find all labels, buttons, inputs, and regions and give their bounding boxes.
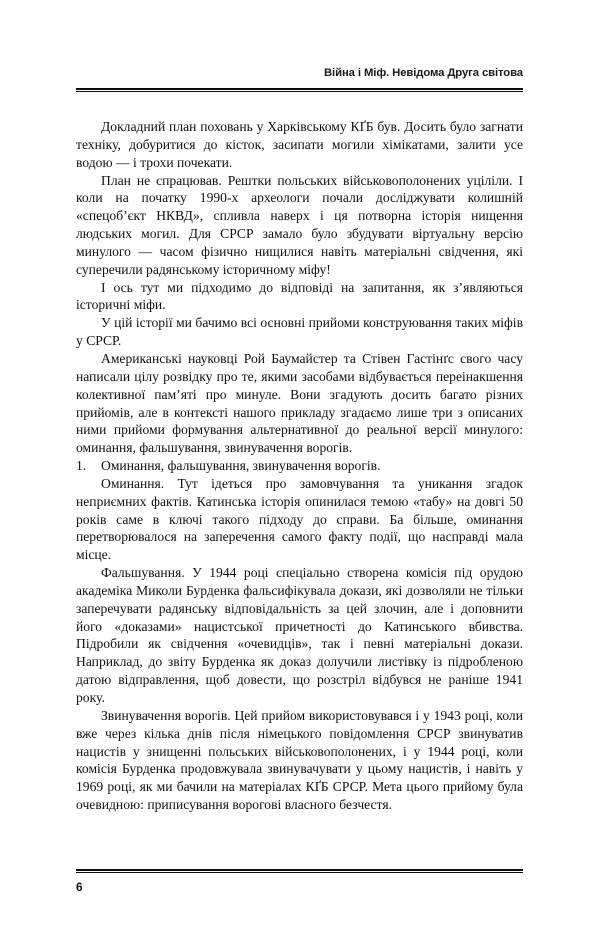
numbered-list-item xyxy=(76,457,523,475)
page-number: 6 xyxy=(76,880,83,894)
page-header xyxy=(76,66,523,82)
body-paragraph: І ось тут ми підходимо до відповіді на запитання, як з’являються історичні міфи. xyxy=(76,279,523,313)
footer-rule-thin-line xyxy=(76,872,523,873)
body-paragraph: План не спрацював. Рештки польських військовополонених уціліли. І коли на початку 1990-х археологи почали досліджувати колишній «спецоб’єкт НКВД», спливла наверх і ця потворна історія нищення людських могил. Для СРСР замало було збудувати віртуальну версію минулого — часом фізично нищилися навіть матеріальні свідчення, які суперечили радянському історичному міфу! xyxy=(76,172,523,277)
body-paragraph: Звинувачення ворогів. Цей прийом використовувався і у 1943 році, коли вже через кілька днів після німецького повідомлення СРСР звинуватив нацистів у знищенні польських військовополонених, і у 1944 році, коли комісія Бурденка продовжувала звинувачувати у цьому нацистів, і навіть у 1969 році, як ми бачили на матеріалах КҐБ СРСР. Мета цього прийому була очевидною: приписування ворогові власного безчестя. xyxy=(76,707,523,813)
header-divider-rule xyxy=(76,88,523,92)
body-paragraph: Оминання. Тут ідеться про замовчування та уникання згадок неприємних фактів. Катинська історія опинилася темою «табу» на довгі 50 років саме в ключі такого підходу до справи. Ба більше, оминання перетворювалося на заперечення самого факту події, що насправді мала місце. xyxy=(76,475,523,563)
body-paragraph: У цій історії ми бачимо всі основні прийоми конструювання таких міфів у СРСР. xyxy=(76,315,523,349)
page-footer xyxy=(76,879,523,897)
body-text-column xyxy=(76,118,523,814)
list-item-text: Оминання, фальшування, звинувачення ворогів. xyxy=(101,458,381,474)
body-paragraph: Докладний план поховань у Харківському КҐБ був. Досить було загнати техніку, добуритися до кісток, засипати могили хімікатами, залити усе водою — і трохи почекати. xyxy=(76,119,523,170)
footer-divider-rule xyxy=(76,869,523,873)
body-paragraph: Американські науковці Рой Баумайстер та Стівен Гастінґс свого часу написали цілу розвідку про те, якими засобами відбувається переінакшення колективної пам’яті про минуле. Вони згадують досить багато різних прийомів, але в контексті нашого прикладу згадаємо лише три з описаних ними прийоми формування альтернативної до реальної версії минулого: оминання, фальшування, звинувачення ворогів. xyxy=(76,350,523,456)
running-head-title: Війна і Міф. Невідома Друга світова xyxy=(324,67,523,79)
body-paragraph: Фальшування. У 1944 році спеціально створена комісія під орудою академіка Миколи Бурденка фальсифікувала докази, які дозволяли не тільки заперечувати радянську відповідальність за цей злочин, але і доповнити його «доказами» нацистської причетності до Катинського вбивства. Підробили як свідчення «очевидців», так і певні матеріальні докази. Наприклад, до звіту Бурденка як доказ долучили листівку із підробленою датою відправлення, щоб довести, що розстріл відбувся не раніше 1941 року. xyxy=(76,565,523,705)
list-item-number: 1. xyxy=(76,458,87,474)
header-rule-thin-line xyxy=(76,91,523,92)
